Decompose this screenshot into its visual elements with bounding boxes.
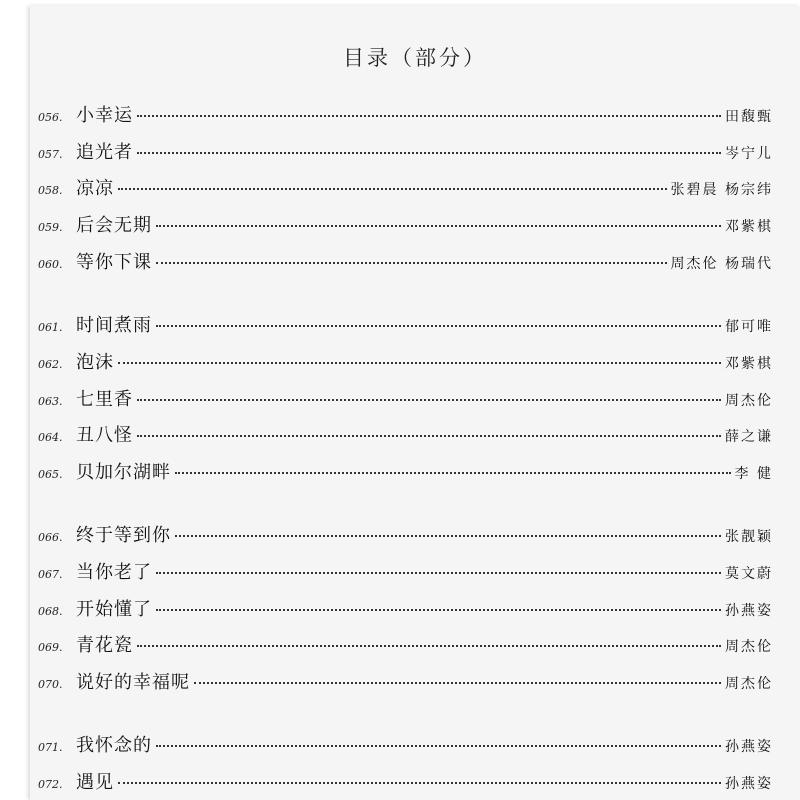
toc-entry: [38, 101, 773, 131]
song-title: 泡沫: [76, 352, 114, 373]
song-title: 时间煮雨: [76, 315, 152, 336]
entry-number: 061.: [38, 321, 63, 334]
dot-leader: [175, 472, 731, 474]
song-title: 后会无期: [76, 215, 152, 236]
song-title: 七里香: [76, 389, 133, 410]
toc-entry: [38, 521, 773, 551]
toc-entry: [38, 311, 773, 341]
entry-number: 065.: [38, 468, 63, 481]
artist-name: 孙燕姿: [725, 739, 773, 755]
artist-name: 田馥甄: [725, 109, 773, 125]
song-title: 贝加尔湖畔: [76, 462, 171, 483]
entry-number: 071.: [38, 741, 63, 754]
dot-leader: [137, 399, 721, 401]
entry-number: 064.: [38, 431, 63, 444]
dot-leader: [137, 115, 721, 117]
toc-entry: [38, 595, 773, 625]
dot-leader: [137, 435, 721, 437]
dot-leader: [175, 535, 721, 537]
toc-entry: [38, 768, 773, 798]
toc-entry: [38, 174, 773, 204]
song-title: 丑八怪: [76, 425, 133, 446]
page-title: 目录（部分）: [343, 46, 487, 70]
dot-leader: [118, 362, 721, 364]
artist-name: 张碧晨 杨宗纬: [670, 182, 773, 198]
entry-number: 063.: [38, 395, 63, 408]
toc-entry: [38, 558, 773, 588]
book-page: [30, 6, 800, 800]
entry-number: 060.: [38, 258, 63, 271]
entry-number: 066.: [38, 531, 63, 544]
toc-entry: [38, 385, 773, 415]
song-title: 小幸运: [76, 105, 133, 126]
song-title: 我怀念的: [76, 735, 152, 756]
dot-leader: [118, 782, 721, 784]
artist-name: 莫文蔚: [725, 566, 773, 582]
table-of-contents: [30, 6, 800, 800]
toc-entry: [38, 668, 773, 698]
dot-leader: [156, 262, 667, 264]
entry-number: 062.: [38, 358, 63, 371]
song-title: 遇见: [76, 772, 114, 793]
artist-name: 薛之谦: [725, 429, 773, 445]
song-title: 说好的幸福呢: [76, 672, 190, 693]
artist-name: 岑宁儿: [725, 146, 773, 162]
song-title: 青花瓷: [76, 635, 133, 656]
dot-leader: [137, 152, 721, 154]
entry-number: 058.: [38, 184, 63, 197]
toc-entry: [38, 458, 773, 488]
song-title: 开始懂了: [76, 599, 152, 620]
artist-name: 邓紫棋: [725, 356, 773, 372]
song-title: 当你老了: [76, 562, 152, 583]
dot-leader: [156, 325, 721, 327]
dot-leader: [156, 745, 721, 747]
dot-leader: [194, 682, 721, 684]
artist-name: 郁可唯: [725, 319, 773, 335]
song-title: 追光者: [76, 142, 133, 163]
entry-number: 067.: [38, 568, 63, 581]
artist-name: 周杰伦: [725, 393, 773, 409]
artist-name: 张靓颖: [725, 529, 773, 545]
artist-name: 周杰伦: [725, 639, 773, 655]
entry-number: 072.: [38, 778, 63, 791]
entry-number: 057.: [38, 148, 63, 161]
dot-leader: [118, 188, 667, 190]
entry-number: 069.: [38, 641, 63, 654]
toc-entry: [38, 138, 773, 168]
artist-name: 孙燕姿: [725, 603, 773, 619]
artist-name: 李 健: [734, 466, 773, 482]
toc-entry: [38, 348, 773, 378]
artist-name: 孙燕姿: [725, 776, 773, 792]
dot-leader: [156, 572, 721, 574]
toc-entry: [38, 731, 773, 761]
entry-number: 070.: [38, 678, 63, 691]
artist-name: 周杰伦: [725, 676, 773, 692]
song-title: 凉凉: [76, 178, 114, 199]
dot-leader: [137, 645, 721, 647]
toc-entry: [38, 631, 773, 661]
entry-number: 068.: [38, 605, 63, 618]
dot-leader: [156, 225, 721, 227]
artist-name: 周杰伦 杨瑞代: [670, 256, 773, 272]
toc-entry: [38, 421, 773, 451]
toc-entry: [38, 211, 773, 241]
dot-leader: [156, 609, 721, 611]
entry-number: 056.: [38, 111, 63, 124]
toc-entry: [38, 248, 773, 278]
artist-name: 邓紫棋: [725, 219, 773, 235]
entry-number: 059.: [38, 221, 63, 234]
song-title: 等你下课: [76, 252, 152, 273]
song-title: 终于等到你: [76, 525, 171, 546]
